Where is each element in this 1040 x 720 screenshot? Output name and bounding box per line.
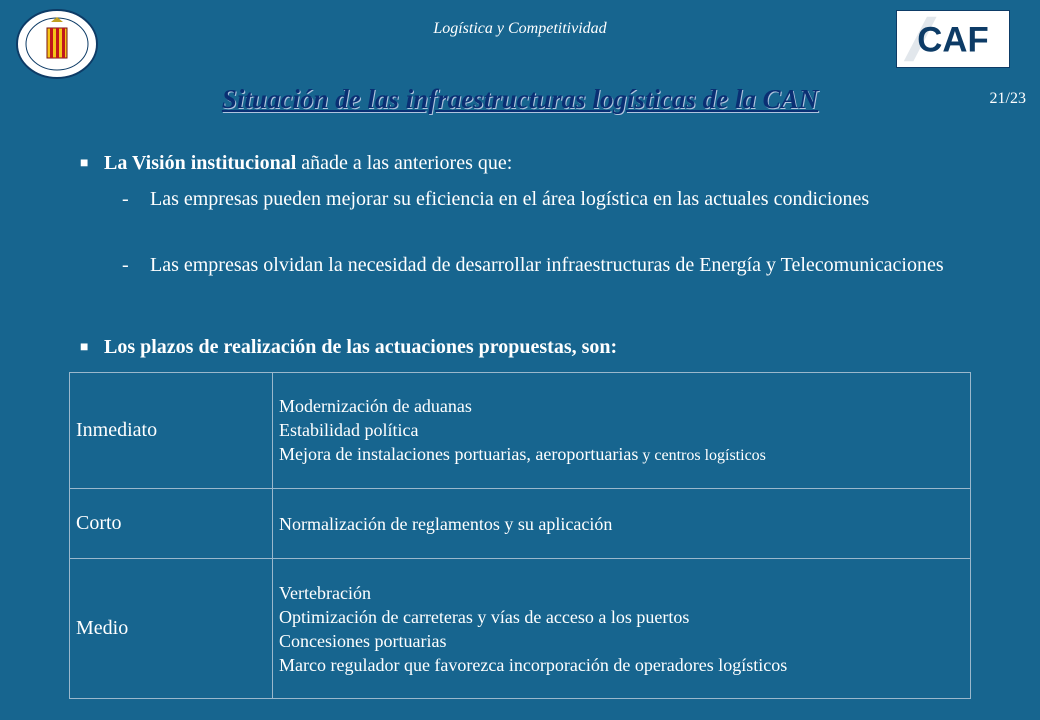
- square-bullet-icon: ■: [80, 340, 89, 355]
- svg-text:CAF: CAF: [917, 21, 989, 60]
- dash-item: [122, 252, 976, 278]
- action-item: [279, 442, 964, 468]
- bullet-bold-text: La Visión institucional: [104, 152, 297, 174]
- term-cell: Corto: [70, 489, 273, 559]
- action-item-tail: y centros logísticos: [638, 446, 766, 464]
- university-seal-logo: [14, 8, 100, 80]
- table-row: [70, 559, 971, 699]
- page-number: 21/23: [989, 90, 1026, 107]
- dash-item-text: Las empresas olvidan la necesidad de desarrollar infraestructuras de Energía y Telecomunicaciones: [150, 254, 944, 276]
- action-item: Vertebración: [279, 582, 371, 603]
- bullet-deadlines: [80, 336, 980, 359]
- table-row: [70, 373, 971, 489]
- bullet-deadlines-text: Los plazos de realización de las actuaciones propuestas, son:: [104, 336, 618, 358]
- table-row: [70, 489, 971, 559]
- bullet-institutional-vision: [80, 152, 980, 175]
- action-item: Estabilidad política: [279, 419, 419, 440]
- action-item: Concesiones portuarias: [279, 630, 447, 651]
- caf-logo: [896, 10, 1010, 68]
- dash-item-text: Las empresas pueden mejorar su eficiencia en el área logística en las actuales condiciones: [150, 188, 870, 210]
- bullet-rest-text: añade a las anteriores que:: [296, 152, 513, 174]
- dash-mark: -: [122, 188, 129, 210]
- dash-item: [122, 186, 976, 212]
- actions-cell: [273, 559, 971, 699]
- term-cell: Inmediato: [70, 373, 273, 489]
- term-cell: Medio: [70, 559, 273, 699]
- dash-mark: -: [122, 254, 129, 276]
- slide-title: Situación de las infraestructuras logísticas de la CAN: [221, 84, 819, 114]
- square-bullet-icon: ■: [80, 156, 89, 171]
- action-item: Normalización de reglamentos y su aplicación: [279, 513, 613, 534]
- action-item: Optimización de carreteras y vías de acceso a los puertos: [279, 606, 690, 627]
- actions-cell: [273, 489, 971, 559]
- action-item: Modernización de aduanas: [279, 395, 472, 416]
- action-item: Marco regulador que favorezca incorporación de operadores logísticos: [279, 654, 788, 675]
- header-text: Logística y Competitividad: [433, 20, 607, 37]
- actions-cell: [273, 373, 971, 489]
- deadlines-table: [69, 372, 971, 699]
- action-item-main: Mejora de instalaciones portuarias, aeroportuarias: [279, 443, 639, 464]
